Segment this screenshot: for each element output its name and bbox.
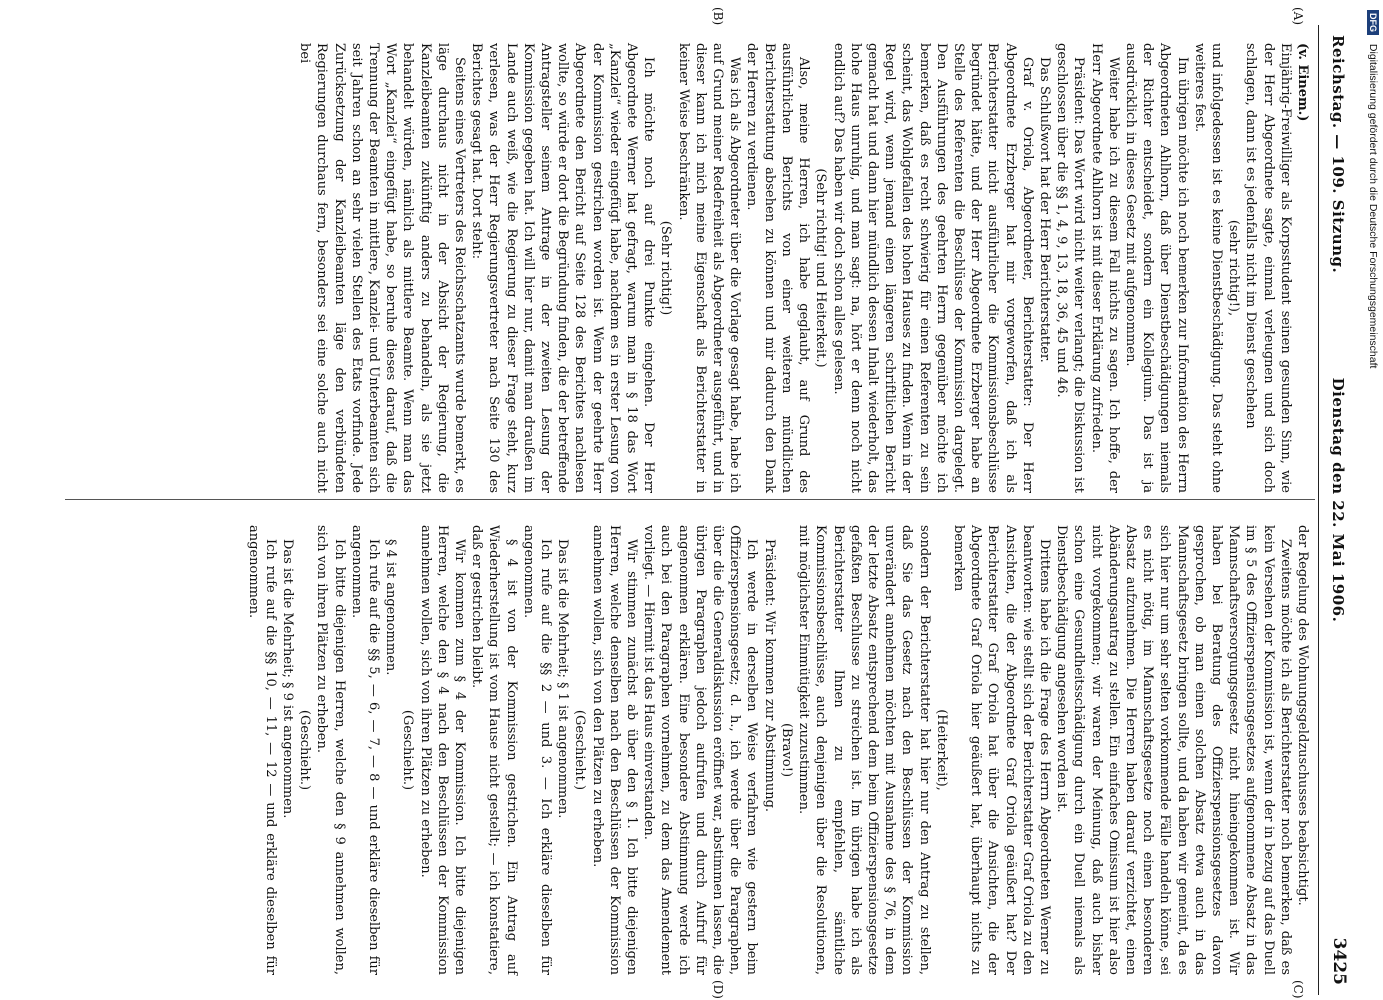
speaker-tag: (v. Einem.) [1295, 43, 1310, 122]
paragraph: Weiter habe ich zu diesem Fall nichts zu sagen. Ich hoffe, der Herr Abgeordnete Ahlhorn ist mit dieser Erklärung zufrieden. [1088, 43, 1121, 493]
dfg-logo: DFG [1367, 10, 1379, 35]
header-date: Dienstag den 22. Mai 1906. [1329, 377, 1347, 623]
margin-marker-b: (B) [711, 7, 725, 26]
margin-marker-d: (D) [711, 980, 725, 999]
interjection: (Heiterkeit), [933, 709, 949, 791]
paragraph: Im übrigen möchte ich noch bemerken zur Information des Herrn Abgeordneten Ahlhorn, daß über Dienstbeschädigungen niemals der Richter entscheidet, sondern ein Kollegium. Das ist ja ausdrücklich in dieses Gesetz mit aufgenommen. [1122, 43, 1190, 493]
interjection: (Sehr richtig!) [658, 220, 674, 316]
paragraph: Ich werde in derselben Weise verfahren wie gestern beim Offizierspensionsgesetz; d. h., ich werde über die Paragraphen, über die die Generaldiskussion eröffnet war, abstimmen lassen, die übrigen Paragraphen jedoch aufrufen und durch Aufruf für angenommen erklären. Eine besondere Abstimmung werde ich auch bei den Paragraphen vornehmen, zu dem das Amendement vorliegt. — Hiermit ist das Haus einverstanden. [641, 525, 760, 975]
column-divider [65, 499, 1315, 500]
text-column-right [244, 525, 1311, 975]
header-left: Reichstag. — 109. Sitzung. [1329, 35, 1347, 274]
interjection: (sehr richtig!), [1226, 219, 1242, 317]
margin-marker-c: (C) [1291, 980, 1305, 999]
paragraph: der Regelung des Wohnungsgeldzuschusses beabsichtigt. [1295, 525, 1310, 906]
paragraph: Ich bitte diejenigen Herren, welche den § 9 annehmen wollen, sich von ihren Plätzen zu erheben. [314, 525, 347, 975]
paragraph: Ich rufe auf die §§ 2 — und 3. — Ich erkläre dieselben für angenommen. [520, 525, 554, 975]
paragraph: Präsident: Wir kommen zur Abstimmung. [761, 539, 777, 813]
margin-marker-a: (A) [1291, 7, 1305, 26]
header-rule [1318, 25, 1319, 995]
paragraph: und infolgedessen ist es keine Dienstbeschädigung. Das steht ohne weiteres fest. [1191, 43, 1224, 493]
paragraph: § 4 ist angenommen. [383, 539, 399, 676]
page-header [1315, 5, 1355, 995]
paragraph: Zweitens möchte ich als Berichterstatter noch bemerken, daß es kein Versehen der Kommission ist, wenn der in bezug auf das Duell im § 5 des Offizierspensionsgesetzes aufgenommene Absatz in das Mannschaftsversorgungsgesetz nicht hineingekommen ist. Wir haben bei Beratung des Offizierspensionsgesetzes davon gesprochen, ob man einen solchen Absatz etwa auch in das Mannschaftsgesetz bringen sollte, und da haben wir gemeint, da es sich hier nur um sehr selten vorkommende Fälle handeln könne, sei es nicht nötig, im Mannschaftsgesetze noch einen besonderen Absatz aufzunehmen. Die Herren haben darauf verzichtet, einen Abänderungsantrag zu stellen. Ein einfaches Omissum ist hier also nicht vorgekommen; wir waren der Meinung, daß auch bisher schon eine Gesundheitsschädigung durch ein Duell niemals als Dienstbeschädigung angesehen worden ist. [1054, 525, 1293, 975]
paragraph: Das ist die Mehrheit; § 1 ist angenommen. [555, 539, 571, 819]
paragraph: sondern der Berichterstatter hat hier nur den Antrag zu stellen, daß Sie das Gesetz nach den Beschlüssen der Kommission unverändert annehmen möchten mit Ausnahme des § 76, in dem der letzte Absatz entsprechend dem beim Offizierspensionsgesetze gefaßten Beschlusse zu streichen ist. Im übrigen habe ich als Berichterstatter Ihnen zu empfehlen, sämtliche Kommissionsbeschlüsse, auch denjenigen über die Resolutionen, mit möglichster Einmütigkeit zuzustimmen. [796, 525, 932, 975]
interjection: (Geschieht.) [297, 709, 313, 791]
paragraph: Wir stimmen zunächst ab über den § 1. Ich bitte diejenigen Herren, welche denselben nach den Beschlüssen der Kommission annehmen wollen, sich von den Plätzen zu erheben. [589, 525, 640, 975]
paragraph: Seitens eines Vertreters des Reichsschatzamts wurde bemerkt, es läge durchaus nicht in der Absicht der Regierung, die Kanzleibeamten zukünftig anders zu behandeln, als sie jetzt behandelt würden, nämlich als mittlere Beamte. Wenn man das Wort „Kanzlei“ eingefügt habe, so beruhe dieses darauf, daß die Trennung der Beamten in mittlere, Kanzlei- und Unterbeamten sich seit Jahren schon an sehr vielen Stellen des Etats vorfinde. Jede Zurücksetzung der Kanzleibeamten läge den verbündeten Regierungen durchaus fern, besonders sei eine solche auch nicht bei [297, 43, 468, 493]
page-number: 3425 [1329, 937, 1349, 985]
paragraph: Präsident: Das Wort wird nicht weiter verlangt; die Diskussion ist geschlossen über die §§ 1, 4, 9, 13, 18, 36, 45 und 46. [1054, 43, 1087, 493]
paragraph: Ich rufe auf die §§ 10, — 11, — 12 — und erkläre dieselben für angenommen. [245, 525, 278, 975]
interjection: (Geschieht.) [400, 709, 416, 791]
text-column-left [296, 43, 1311, 493]
paragraph: Ich möchte noch auf drei Punkte eingehen. Der Herr Abgeordnete Werner hat gefragt, warum man in § 18 das Wort „Kanzlei“ wieder eingefügt habe, nachdem es in erster Lesung von der Kommission gestrichen worden ist. Wenn der geehrte Herr Abgeordnete den Bericht auf Seite 128 des Berichtes nachlesen wollte, so würde er dort die Begründung finden, die der betreffende Antragsteller seinem Antrage in der zweiten Lesung der Kommission gegeben hat. Ich will hier nur, damit man draußen im Lande auch weiß, wie die Regierung zu dieser Frage steht, kurz verlesen, was der Herr Regierungsvertreter nach Seite 130 des Berichtes gesagt hat. Dort steht: [469, 43, 657, 493]
paragraph: Wir kommen zum § 4 der Kommission. Ich bitte diejenigen Herren, welche den § 4 nach den Beschlüssen der Kommission annehmen wollen, sich von ihren Plätzen zu erheben. [417, 525, 468, 975]
paragraph: Was ich als Abgeordneter über die Vorlage gesagt habe, habe ich auf Grund meiner Redefreiheit als Abgeordneter ausgeführt, und in dieser kann ich mich meine Eigenschaft als Berichterstatter in keiner Weise beschränken. [675, 43, 743, 493]
paragraph: Drittens habe ich die Frage des Herrn Abgeordneten Werner zu beantworten: wie stellt sich der Berichterstatter Graf Oriola zu den Ansichten, die der Abgeordnete Graf Oriola geäußert hat? Der Berichterstatter Graf Oriola hat über die Ansichten, die der Abgeordnete Graf Oriola hier geäußert hat, überhaupt nichts zu bemerken [950, 525, 1052, 975]
paragraph: Einjährig-Freiwilliger als Korpsstudent seinen gesunden Sinn, wie der Herr Abgeordnete sagte, einmal verleugnen und sich doch schlagen, dann ist es jedenfalls nicht im Dienst geschehen [1243, 43, 1293, 493]
paragraph: § 4 ist von der Kommission gestrichen. Ein Antrag auf Wiederherstellung ist vom Hause nicht gestellt; — ich konstatiere, daß er gestrichen bleibt. [469, 525, 519, 975]
digitization-credit [1365, 10, 1383, 995]
interjection: (Bravo!) [778, 722, 794, 778]
paragraph: Graf v. Oriola, Abgeordneter, Berichterstatter: Der Herr Abgeordnete Erzberger hat mir vorgeworfen, daß ich als Berichterstatter nicht ausführlicher die Kommissionsbeschlüsse begründet hätte, und der Herr Abgeordnete Erzberger habe an Stelle des Referenten die Beschlüsse der Kommission dargelegt. Den Ausführungen des geehrten Herrn gegenüber möchte ich bemerken, daß es recht schwierig für einen Referenten zu sein scheint, das Wohlgefallen des hohen Hauses zu finden. Wenn in der Regel wird, wenn jemand einen längeren schriftlichen Bericht gemacht hat und dann hier mündlich dessen Inhalt wiederholt, das hohe Haus unruhig, und man sagt: na, hört er denn noch nicht endlich auf? Das haben wir doch schon alles gelesen. [830, 43, 1035, 493]
interjection: (Sehr richtig! und Heiterkeit.) [813, 168, 829, 368]
paragraph: Also, meine Herren, ich habe geglaubt, auf Grund des ausführlichen Berichts von einer weiteren mündlichen Berichterstattung absehen zu können und mir dadurch den Dank der Herren zu verdienen. [744, 43, 812, 493]
interjection: (Geschieht.) [572, 709, 588, 791]
paragraph: Ich rufe auf die §§ 5, — 6, — 7, — 8 — und erkläre dieselben für angenommen. [348, 525, 382, 975]
credit-text: Digitalisierung gefördert durch die Deutsche Forschungsgemeinschaft [1367, 43, 1379, 369]
paragraph: Das ist die Mehrheit; § 9 ist angenommen. [280, 539, 296, 819]
paragraph: Das Schlußwort hat der Herr Berichterstatter. [1036, 57, 1052, 363]
rotated-page-content [55, 5, 1355, 999]
